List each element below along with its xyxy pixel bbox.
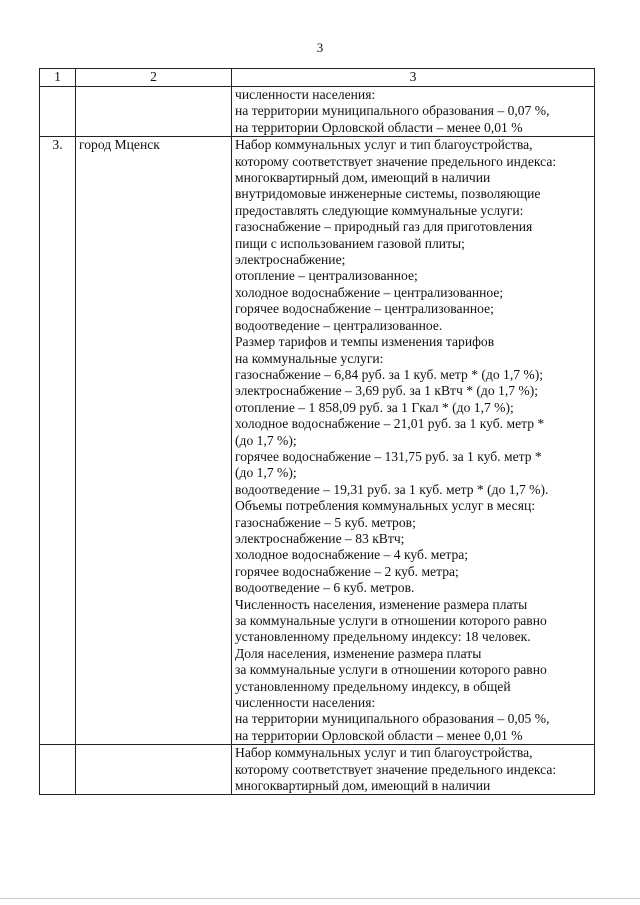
description-line: Набор коммунальных услуг и тип благоустройства, [235, 137, 533, 153]
description-line: которому соответствует значение предельного индекса: [235, 761, 557, 777]
description-line: Размер тарифов и темпы изменения тарифов [235, 334, 495, 350]
description-line: холодное водоснабжение – 4 куб. метра; [235, 547, 469, 563]
description-line: газоснабжение – 6,84 руб. за 1 куб. метр * (до 1,7 %); [235, 366, 544, 382]
table-row [40, 137, 595, 745]
table-header-row [40, 69, 595, 87]
description-line: внутридомовые инженерные системы, позволяющие [235, 186, 541, 202]
description-line: отопление – централизованное; [235, 268, 418, 284]
description-line: пищи с использованием газовой плиты; [235, 235, 465, 251]
municipality-cell [76, 87, 232, 137]
column-header-1: 1 [40, 69, 76, 87]
description-line: многоквартирный дом, имеющий в наличии [235, 778, 491, 794]
description-line: многоквартирный дом, имеющий в наличии [235, 170, 491, 186]
row-number-cell: 3. [40, 137, 76, 745]
description-line: водоотведение – централизованное. [235, 317, 443, 333]
description-line: установленному предельному индексу: 18 человек. [235, 629, 531, 645]
description-line: на территории муниципального образования – 0,05 %, [235, 711, 550, 727]
description-line: за коммунальные услуги в отношении которого равно [235, 662, 547, 678]
description-line: численности населения: [235, 695, 376, 711]
description-cell [232, 137, 595, 745]
municipality-cell [76, 745, 232, 795]
table-row [40, 87, 595, 137]
description-line: отопление – 1 858,09 руб. за 1 Гкал * (до 1,7 %); [235, 399, 514, 415]
description-line: электроснабжение – 83 кВтч; [235, 530, 405, 546]
description-line: горячее водоснабжение – 2 куб. метра; [235, 563, 459, 579]
description-line: газоснабжение – 5 куб. метров; [235, 514, 416, 530]
description-line: (до 1,7 %); [235, 465, 297, 481]
description-line: которому соответствует значение предельного индекса: [235, 153, 557, 169]
description-line: Численность населения, изменение размера платы [235, 596, 528, 612]
tariff-table [39, 68, 595, 795]
description-line: водоотведение – 19,31 руб. за 1 куб. метр * (до 1,7 %). [235, 481, 549, 497]
page-number: 3 [316, 40, 324, 55]
row-number-cell [40, 87, 76, 137]
description-line: холодное водоснабжение – централизованное; [235, 284, 504, 300]
description-line: на территории муниципального образования – 0,07 %, [235, 103, 550, 119]
municipality-cell: город Мценск [76, 137, 232, 745]
description-line: (до 1,7 %); [235, 432, 297, 448]
description-line: горячее водоснабжение – 131,75 руб. за 1 куб. метр * [235, 448, 542, 464]
column-header-3: 3 [232, 69, 595, 87]
description-line: за коммунальные услуги в отношении которого равно [235, 613, 547, 628]
table-body [40, 87, 595, 795]
column-header-2: 2 [76, 69, 232, 87]
page-bottom-rule [0, 898, 640, 899]
description-line: электроснабжение; [235, 252, 346, 268]
description-line: Набор коммунальных услуг и тип благоустройства, [235, 745, 533, 761]
row-number-cell [40, 745, 76, 795]
description-line: электроснабжение – 3,69 руб. за 1 кВтч * (до 1,7 %); [235, 383, 539, 399]
description-line: на территории Орловской области – менее 0,01 % [235, 727, 523, 743]
description-line: на коммунальные услуги: [235, 350, 384, 366]
description-line: холодное водоснабжение – 21,01 руб. за 1 куб. метр * [235, 416, 545, 432]
description-line: установленному предельному индексу, в общей [235, 678, 511, 694]
description-line: численности населения: [235, 87, 376, 102]
description-line: Объемы потребления коммунальных услуг в месяц: [235, 498, 535, 514]
description-line: газоснабжение – природный газ для приготовления [235, 219, 533, 235]
description-cell [232, 745, 595, 795]
description-line: Доля населения, изменение размера платы [235, 645, 482, 661]
description-cell [232, 87, 595, 137]
description-line: на территории Орловской области – менее 0,01 % [235, 119, 523, 135]
table-row [40, 745, 595, 795]
description-line: водоотведение – 6 куб. метров. [235, 580, 415, 596]
description-line: горячее водоснабжение – централизованное; [235, 301, 494, 317]
description-line: предоставлять следующие коммунальные услуги: [235, 202, 524, 218]
